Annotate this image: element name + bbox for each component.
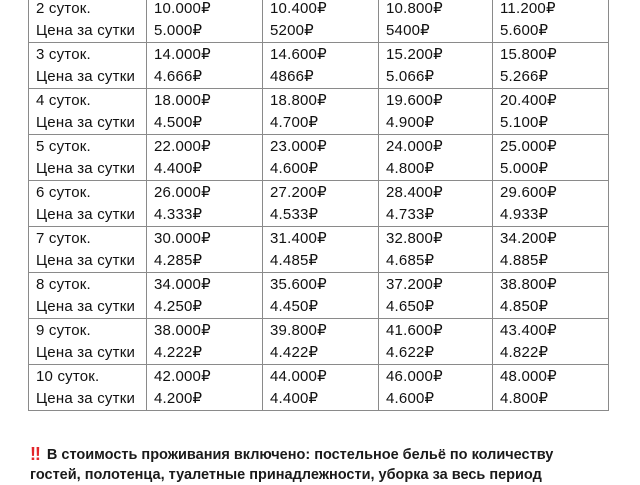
table-row	[29, 89, 609, 135]
total-price: 18.000₽	[154, 91, 211, 109]
per-day-price: 4.800₽	[500, 389, 549, 407]
table-row	[29, 135, 609, 181]
total-price: 20.400₽	[500, 91, 557, 109]
price-cell	[263, 135, 379, 181]
duration-label: 3 суток.	[36, 45, 91, 63]
per-day-price: 4.400₽	[154, 159, 203, 177]
per-day-label: Цена за сутки	[36, 343, 136, 361]
per-day-price: 5.266₽	[500, 67, 549, 85]
table-row	[29, 0, 609, 43]
price-cell	[379, 0, 493, 43]
duration-label: 10 суток.	[36, 367, 100, 385]
total-price: 10.400₽	[270, 0, 327, 17]
table-row	[29, 319, 609, 365]
price-cell	[147, 227, 263, 273]
price-cell	[379, 43, 493, 89]
per-day-price: 4.333₽	[154, 205, 203, 223]
price-cell	[493, 181, 609, 227]
total-price: 14.600₽	[270, 45, 327, 63]
price-cell	[379, 89, 493, 135]
duration-cell	[29, 89, 147, 135]
per-day-label: Цена за сутки	[36, 251, 136, 269]
total-price: 34.000₽	[154, 275, 211, 293]
price-cell	[263, 319, 379, 365]
per-day-price: 5.600₽	[500, 21, 549, 39]
price-cell	[379, 365, 493, 411]
duration-cell	[29, 319, 147, 365]
per-day-price: 4.650₽	[386, 297, 435, 315]
total-price: 37.200₽	[386, 275, 443, 293]
price-cell	[379, 181, 493, 227]
per-day-price: 4.485₽	[270, 251, 319, 269]
per-day-price: 4.533₽	[270, 205, 319, 223]
price-cell	[379, 319, 493, 365]
per-day-price: 4.733₽	[386, 205, 435, 223]
price-cell	[379, 135, 493, 181]
price-cell	[147, 89, 263, 135]
per-day-label: Цена за сутки	[36, 67, 136, 85]
total-price: 14.000₽	[154, 45, 211, 63]
per-day-label: Цена за сутки	[36, 205, 136, 223]
total-price: 11.200₽	[500, 0, 556, 17]
price-cell	[147, 43, 263, 89]
total-price: 46.000₽	[386, 367, 443, 385]
price-cell	[493, 227, 609, 273]
total-price: 18.800₽	[270, 91, 327, 109]
per-day-price: 4866₽	[270, 67, 314, 85]
duration-label: 9 суток.	[36, 321, 91, 339]
price-cell	[147, 181, 263, 227]
per-day-label: Цена за сутки	[36, 297, 136, 315]
price-cell	[493, 89, 609, 135]
total-price: 22.000₽	[154, 137, 211, 155]
duration-label: 5 суток.	[36, 137, 91, 155]
table-row	[29, 227, 609, 273]
per-day-price: 5.000₽	[154, 21, 203, 39]
per-day-price: 5.100₽	[500, 113, 549, 131]
price-table-body	[29, 0, 609, 411]
table-row	[29, 365, 609, 411]
price-cell	[147, 365, 263, 411]
total-price: 28.400₽	[386, 183, 443, 201]
price-cell	[263, 227, 379, 273]
total-price: 48.000₽	[500, 367, 557, 385]
price-cell	[263, 181, 379, 227]
total-price: 34.200₽	[500, 229, 557, 247]
price-cell	[493, 135, 609, 181]
per-day-label: Цена за сутки	[36, 113, 136, 131]
per-day-price: 4.885₽	[500, 251, 549, 269]
table-row	[29, 181, 609, 227]
note-line-2: гостей, полотенца, туалетные принадлежности, уборка за весь период	[30, 467, 542, 483]
per-day-price: 4.422₽	[270, 343, 319, 361]
price-cell	[147, 319, 263, 365]
per-day-price: 4.200₽	[154, 389, 203, 407]
price-cell	[263, 89, 379, 135]
price-cell	[263, 273, 379, 319]
price-cell	[493, 43, 609, 89]
price-cell	[379, 273, 493, 319]
total-price: 10.800₽	[386, 0, 443, 17]
total-price: 35.600₽	[270, 275, 327, 293]
total-price: 41.600₽	[386, 321, 443, 339]
total-price: 25.000₽	[500, 137, 557, 155]
price-cell	[493, 365, 609, 411]
per-day-price: 4.822₽	[500, 343, 549, 361]
price-cell	[263, 0, 379, 43]
double-exclamation-icon: ‼	[30, 444, 39, 464]
duration-cell	[29, 365, 147, 411]
total-price: 32.800₽	[386, 229, 443, 247]
total-price: 24.000₽	[386, 137, 443, 155]
per-day-price: 4.600₽	[386, 389, 435, 407]
duration-label: 8 суток.	[36, 275, 91, 293]
per-day-label: Цена за сутки	[36, 21, 136, 39]
note-line-1: В стоимость проживания включено: постельное бельё по количеству	[46, 447, 554, 463]
per-day-price: 5.066₽	[386, 67, 435, 85]
total-price: 15.800₽	[500, 45, 557, 63]
total-price: 10.000₽	[154, 0, 211, 17]
price-cell	[493, 0, 609, 43]
total-price: 23.000₽	[270, 137, 327, 155]
total-price: 15.200₽	[386, 45, 443, 63]
per-day-price: 4.250₽	[154, 297, 203, 315]
duration-cell	[29, 43, 147, 89]
price-cell	[147, 0, 263, 43]
price-cell	[263, 43, 379, 89]
duration-label: 7 суток.	[36, 229, 91, 247]
total-price: 38.000₽	[154, 321, 211, 339]
per-day-label: Цена за сутки	[36, 389, 136, 407]
per-day-price: 4.800₽	[386, 159, 435, 177]
total-price: 42.000₽	[154, 367, 211, 385]
price-cell	[147, 273, 263, 319]
per-day-price: 4.285₽	[154, 251, 203, 269]
per-day-price: 4.500₽	[154, 113, 203, 131]
price-cell	[379, 227, 493, 273]
per-day-price: 4.222₽	[154, 343, 203, 361]
per-day-price: 4.622₽	[386, 343, 435, 361]
duration-label: 2 суток.	[36, 0, 91, 17]
total-price: 38.800₽	[500, 275, 557, 293]
per-day-price: 5200₽	[270, 21, 314, 39]
duration-label: 6 суток.	[36, 183, 91, 201]
per-day-price: 5400₽	[386, 21, 430, 39]
price-table	[28, 0, 609, 411]
per-day-label: Цена за сутки	[36, 159, 136, 177]
total-price: 19.600₽	[386, 91, 443, 109]
per-day-price: 4.600₽	[270, 159, 319, 177]
per-day-price: 4.450₽	[270, 297, 319, 315]
total-price: 30.000₽	[154, 229, 211, 247]
duration-cell	[29, 273, 147, 319]
per-day-price: 4.400₽	[270, 389, 319, 407]
included-services-note	[30, 444, 620, 485]
price-cell	[263, 365, 379, 411]
price-cell	[147, 135, 263, 181]
total-price: 27.200₽	[270, 183, 327, 201]
price-cell	[493, 319, 609, 365]
duration-cell	[29, 227, 147, 273]
per-day-price: 5.000₽	[500, 159, 549, 177]
table-row	[29, 273, 609, 319]
per-day-price: 4.933₽	[500, 205, 549, 223]
total-price: 44.000₽	[270, 367, 327, 385]
total-price: 31.400₽	[270, 229, 327, 247]
total-price: 39.800₽	[270, 321, 327, 339]
duration-cell	[29, 135, 147, 181]
total-price: 43.400₽	[500, 321, 557, 339]
total-price: 26.000₽	[154, 183, 211, 201]
total-price: 29.600₽	[500, 183, 557, 201]
per-day-price: 4.666₽	[154, 67, 203, 85]
per-day-price: 4.900₽	[386, 113, 435, 131]
table-row	[29, 43, 609, 89]
duration-label: 4 суток.	[36, 91, 91, 109]
per-day-price: 4.850₽	[500, 297, 549, 315]
duration-cell	[29, 0, 147, 43]
duration-cell	[29, 181, 147, 227]
per-day-price: 4.685₽	[386, 251, 435, 269]
per-day-price: 4.700₽	[270, 113, 319, 131]
price-cell	[493, 273, 609, 319]
